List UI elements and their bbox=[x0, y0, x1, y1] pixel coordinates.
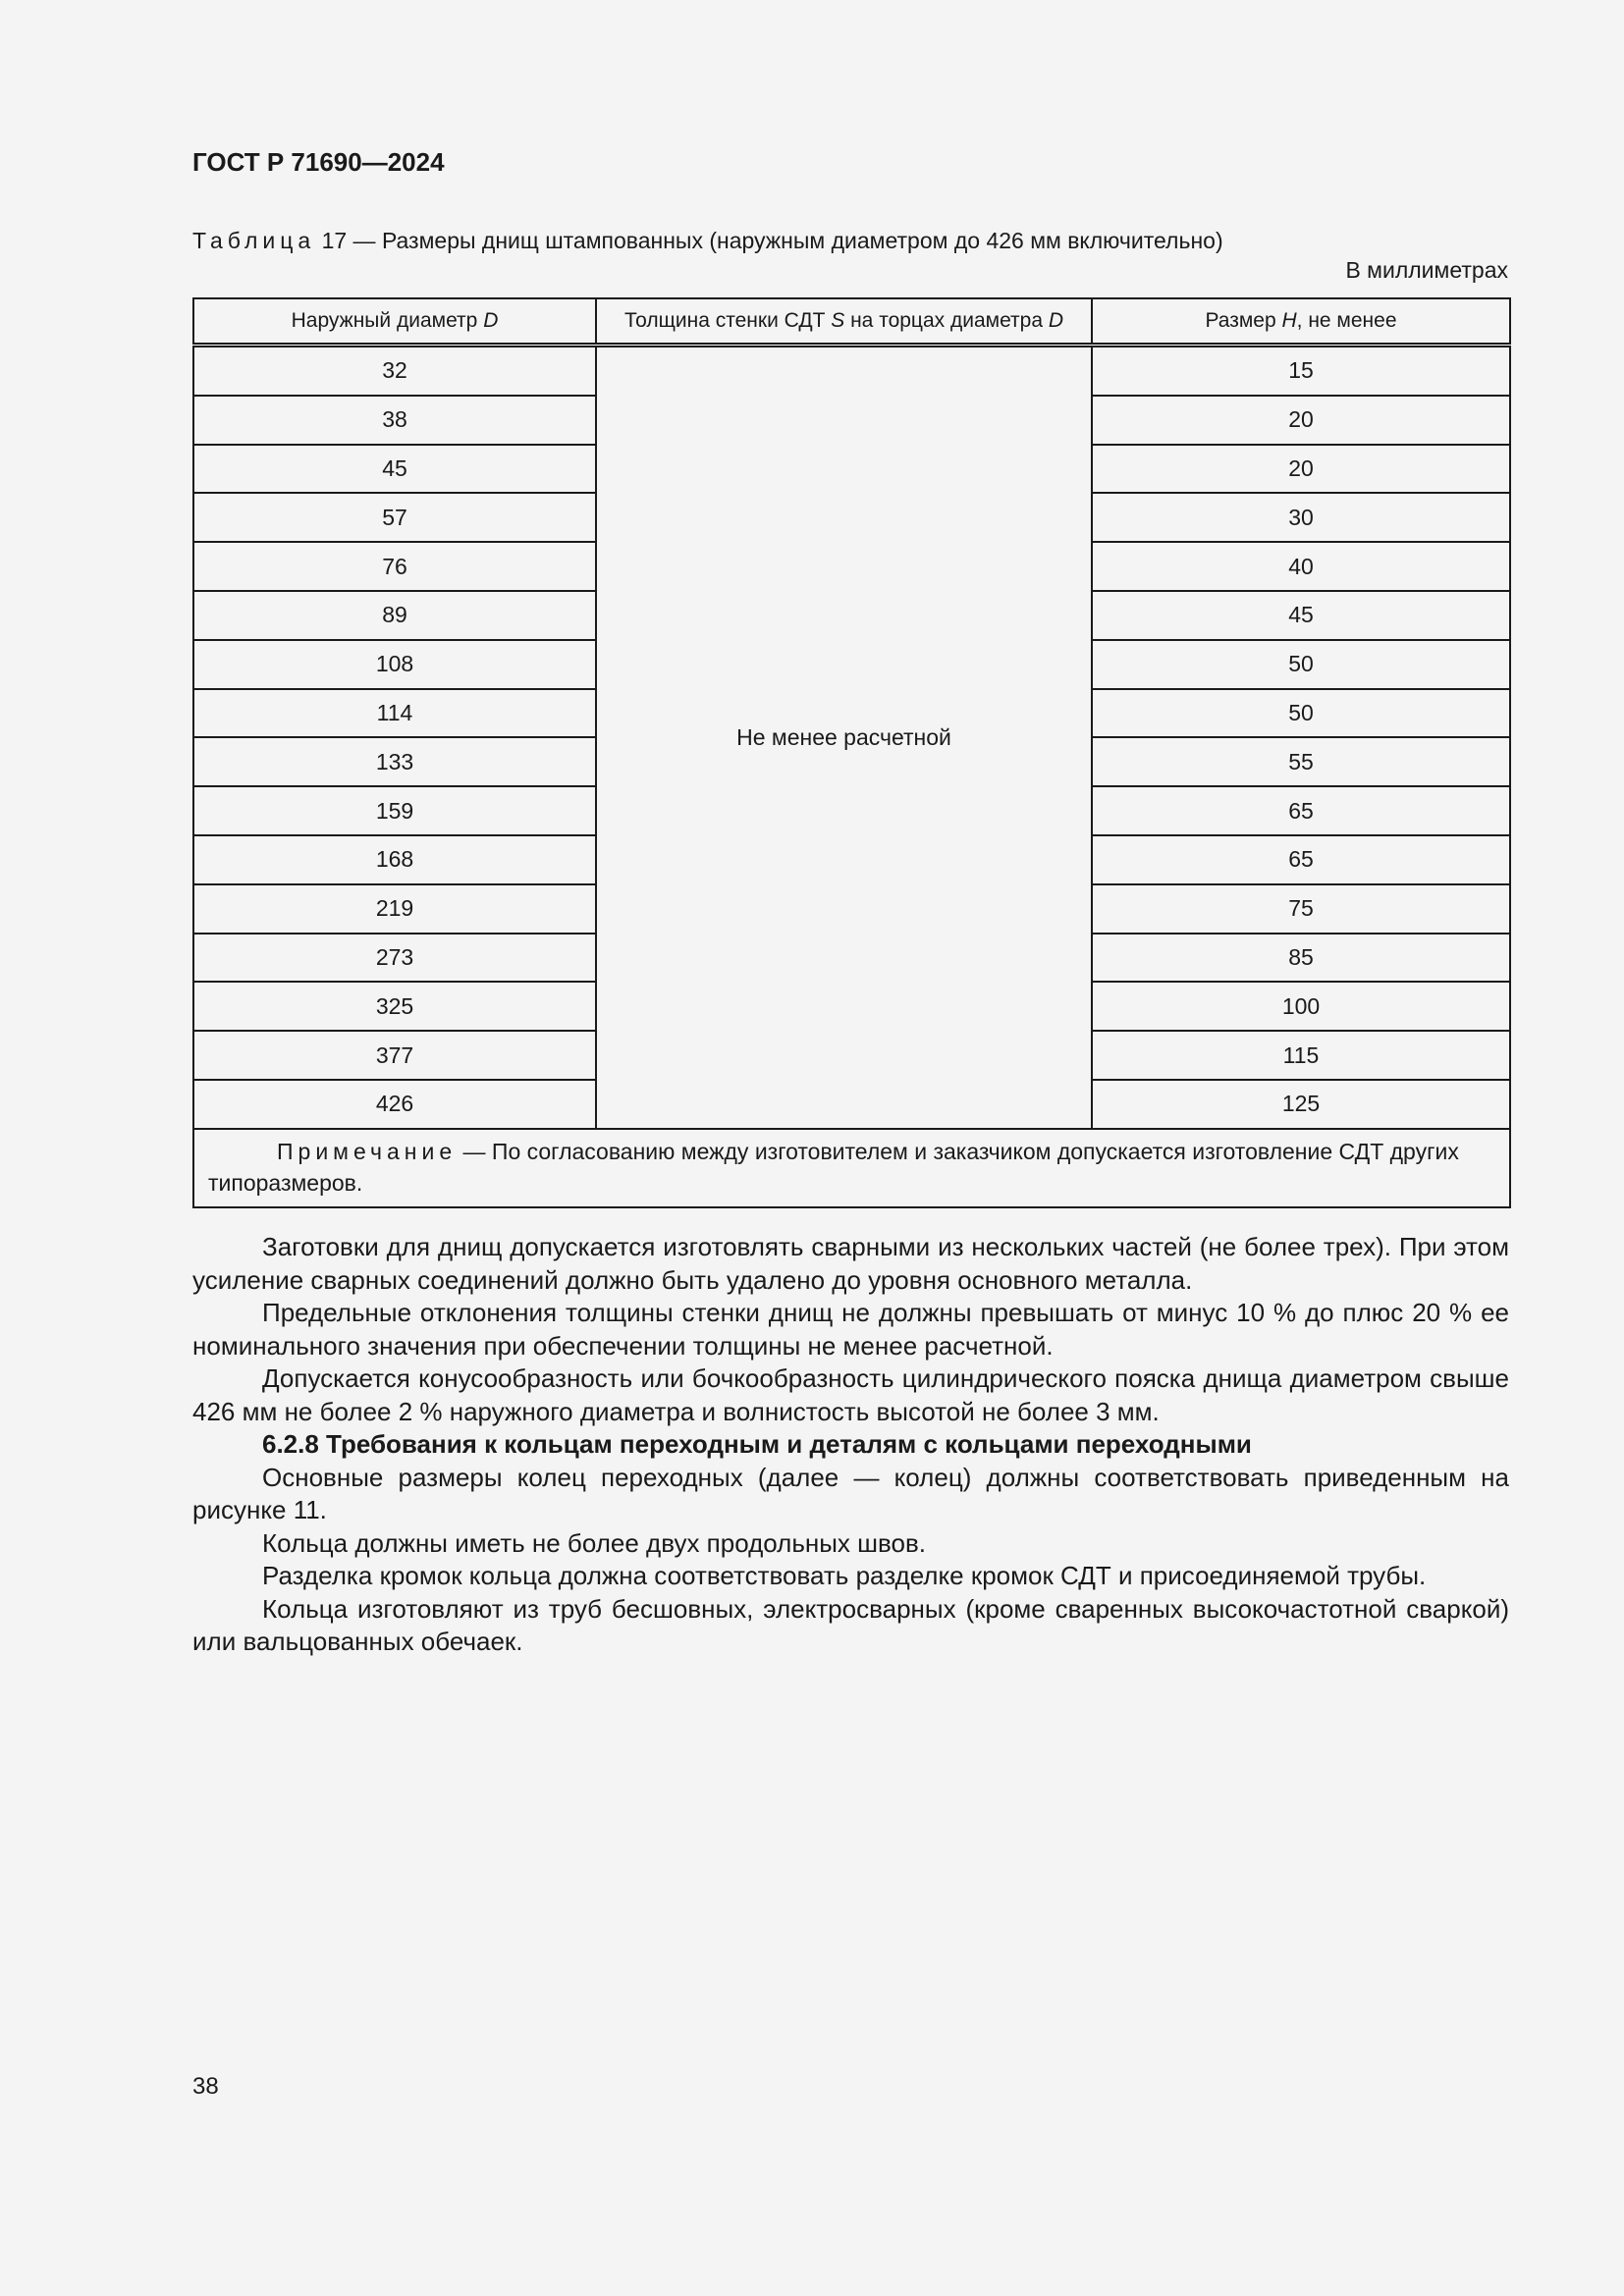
height-cell: 100 bbox=[1092, 982, 1510, 1031]
table-row bbox=[193, 346, 1510, 396]
diameter-cell: 168 bbox=[193, 835, 596, 884]
paragraph: Разделка кромок кольца должна соответствовать разделке кромок СДТ и присоединяемой трубы. bbox=[262, 1561, 1427, 1590]
paragraph: Кольца должны иметь не более двух продольных швов. bbox=[262, 1527, 927, 1558]
section-heading: 6.2.8 Требования к кольцам переходным и деталям с кольцами переходными bbox=[262, 1429, 1252, 1459]
height-cell: 50 bbox=[1092, 640, 1510, 689]
height-cell: 50 bbox=[1092, 689, 1510, 738]
height-cell: 65 bbox=[1092, 786, 1510, 835]
column-header-thickness: Толщина стенки СДТ S на торцах диаметра D bbox=[596, 298, 1092, 346]
height-cell: 15 bbox=[1092, 346, 1510, 396]
paragraph: Заготовки для днищ допускается изготовлять сварными из нескольких частей (не более трех). При этом усиление сварных соединений должно быть удалено до уровня основного металла. bbox=[192, 1232, 1509, 1295]
diameter-cell: 159 bbox=[193, 786, 596, 835]
diameter-cell: 133 bbox=[193, 737, 596, 786]
paragraph: Предельные отклонения толщины стенки днищ не должны превышать от минус 10 % до плюс 20 % ее номинального значения при обеспечении толщины не менее расчетной. bbox=[192, 1298, 1509, 1361]
diameter-cell: 377 bbox=[193, 1031, 596, 1080]
table-caption bbox=[192, 228, 1223, 254]
diameter-cell: 32 bbox=[193, 346, 596, 396]
height-cell: 45 bbox=[1092, 591, 1510, 640]
diameter-cell: 38 bbox=[193, 396, 596, 445]
height-cell: 55 bbox=[1092, 737, 1510, 786]
note-label: Примечание bbox=[277, 1138, 458, 1164]
height-cell: 65 bbox=[1092, 835, 1510, 884]
table-note-row bbox=[193, 1129, 1510, 1207]
diameter-cell: 219 bbox=[193, 884, 596, 934]
paragraph: Допускается конусообразность или бочкообразность цилиндрического пояска днища диаметром свыше 426 мм не более 2 % наружного диаметра и волнистость высотой не более 3 мм. bbox=[192, 1363, 1509, 1426]
dimensions-table bbox=[192, 297, 1511, 1208]
height-cell: 30 bbox=[1092, 493, 1510, 542]
height-cell: 75 bbox=[1092, 884, 1510, 934]
height-cell: 85 bbox=[1092, 934, 1510, 983]
body-text bbox=[192, 1231, 1509, 1659]
diameter-cell: 325 bbox=[193, 982, 596, 1031]
height-cell: 125 bbox=[1092, 1080, 1510, 1129]
table-header-row bbox=[193, 298, 1510, 346]
diameter-cell: 426 bbox=[193, 1080, 596, 1129]
page-number: 38 bbox=[192, 2073, 219, 2100]
table-caption-text: 17 — Размеры днищ штампованных (наружным диаметром до 426 мм включительно) bbox=[315, 228, 1223, 253]
diameter-cell: 273 bbox=[193, 934, 596, 983]
height-cell: 115 bbox=[1092, 1031, 1510, 1080]
table-units: В миллиметрах bbox=[1345, 257, 1508, 283]
column-header-diameter: Наружный диаметр D bbox=[193, 298, 596, 346]
column-header-height: Размер H, не менее bbox=[1092, 298, 1510, 346]
standard-designation: ГОСТ Р 71690—2024 bbox=[192, 147, 445, 177]
height-cell: 20 bbox=[1092, 396, 1510, 445]
note-text: — По согласованию между изготовителем и заказчиком допускается изготовление СДТ других типоразмеров. bbox=[208, 1138, 1459, 1196]
diameter-cell: 76 bbox=[193, 542, 596, 591]
paragraph: Кольца изготовляют из труб бесшовных, электросварных (кроме сваренных высокочастотной сваркой) или вальцованных обечаек. bbox=[192, 1593, 1509, 1656]
diameter-cell: 108 bbox=[193, 640, 596, 689]
diameter-cell: 89 bbox=[193, 591, 596, 640]
height-cell: 40 bbox=[1092, 542, 1510, 591]
diameter-cell: 57 bbox=[193, 493, 596, 542]
paragraph: Основные размеры колец переходных (далее — колец) должны соответствовать приведенным на рисунке 11. bbox=[192, 1462, 1509, 1524]
diameter-cell: 45 bbox=[193, 445, 596, 494]
table-caption-label: Таблица bbox=[192, 228, 316, 253]
diameter-cell: 114 bbox=[193, 689, 596, 738]
table-note bbox=[193, 1129, 1510, 1207]
thickness-merged-cell: Не менее расчетной bbox=[596, 346, 1092, 1129]
height-cell: 20 bbox=[1092, 445, 1510, 494]
